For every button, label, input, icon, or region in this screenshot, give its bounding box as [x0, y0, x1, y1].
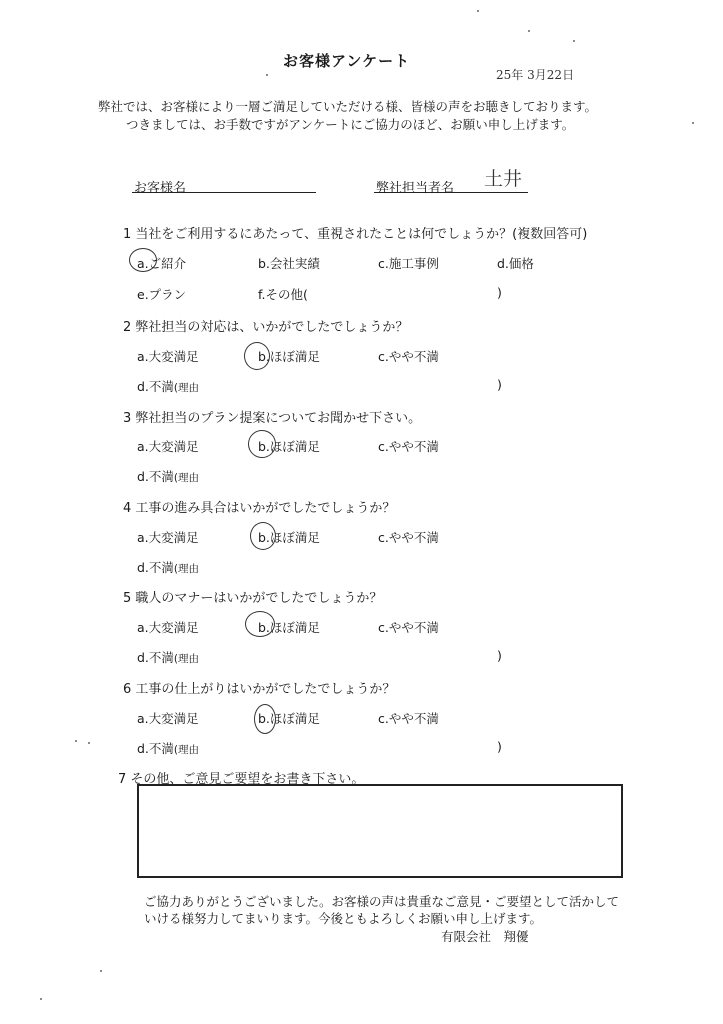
scan-speck [528, 30, 530, 32]
q6-close-paren: ) [497, 739, 502, 754]
q2-option-d[interactable] [137, 377, 199, 395]
comments-box[interactable] [137, 784, 623, 878]
q5-option-d-label: d.不満 [137, 650, 174, 665]
q1-selected-mark [129, 248, 157, 272]
q2-option-d-label: d.不満 [137, 379, 174, 394]
closing-line-1: ご協力ありがとうございました。お客様の声は貴重なご意見・ご要望として活かして [144, 894, 620, 909]
scan-speck [692, 122, 694, 124]
q5-option-c[interactable]: c.やや不満 [378, 620, 439, 635]
date-month: 3 [527, 68, 535, 82]
q3-option-b[interactable]: b.ほぼ満足 [258, 439, 320, 454]
q1-option-a[interactable]: a.ご紹介 [137, 256, 187, 271]
customer-name-underline [132, 192, 316, 193]
scan-speck [266, 74, 268, 76]
q3-option-d-label: d.不満 [137, 469, 174, 484]
intro-line-1: 弊社では、お客様により一層ご満足していただける様、皆様の声をお聴きしております。 [98, 99, 598, 114]
q4-option-c[interactable]: c.やや不満 [378, 530, 439, 545]
q1-option-d[interactable]: d.価格 [497, 256, 534, 271]
q1-option-c[interactable]: c.施工事例 [378, 256, 439, 271]
closing-line-2: いける様努力してまいります。今後ともよろしくお願い申し上げます。 [144, 911, 543, 926]
q5-option-d[interactable] [137, 648, 199, 666]
q5-close-paren: ) [497, 648, 502, 663]
date-day: 22 [546, 68, 563, 82]
q5-option-a[interactable]: a.大変満足 [137, 620, 199, 635]
q6-option-d-label: d.不満 [137, 741, 174, 756]
q4-option-b[interactable]: b.ほぼ満足 [258, 530, 320, 545]
date-month-unit: 月 [534, 68, 547, 82]
question-2: 2 弊社担当の対応は、いかがでしたでしょうか？ [123, 320, 409, 335]
date-year: 25 [496, 68, 512, 82]
q6-option-b[interactable]: b.ほぼ満足 [258, 711, 320, 726]
q5-option-b[interactable]: b.ほぼ満足 [258, 620, 320, 635]
staff-name-label: 弊社担当者名 [376, 181, 455, 196]
scan-speck [100, 970, 102, 972]
scan-speck [573, 40, 575, 42]
q2-reason-label: (理由 [173, 382, 200, 394]
q3-option-d[interactable] [137, 467, 199, 485]
q6-reason-label: (理由 [173, 744, 200, 756]
q2-option-b[interactable]: b.ほぼ満足 [258, 349, 320, 364]
q6-option-a[interactable]: a.大変満足 [137, 711, 199, 726]
q3-selected-mark [248, 430, 276, 458]
q3-reason-label: (理由 [173, 472, 200, 484]
survey-date [496, 66, 574, 83]
q6-option-d[interactable] [137, 739, 199, 757]
q1-option-f[interactable]: f.その他( [258, 287, 308, 302]
customer-name-label: お客様名 [134, 181, 187, 196]
question-3: 3 弊社担当のプラン提案についてお聞かせ下さい。 [123, 411, 422, 426]
comments-text [139, 786, 621, 798]
intro-line-2: つきましては、お手数ですがアンケートにご協力のほど、お願い申し上げます。 [126, 117, 575, 132]
question-7: 7 その他、ご意見ご要望をお書き下さい。 [118, 772, 365, 787]
staff-name-underline [374, 192, 528, 193]
scan-speck [75, 740, 77, 742]
staff-name-value[interactable]: 土井 [484, 168, 523, 190]
question-6: 6 工事の仕上がりはいかがでしたでしょうか？ [123, 682, 396, 697]
q5-reason-label: (理由 [173, 653, 200, 665]
q6-option-c[interactable]: c.やや不満 [378, 711, 439, 726]
company-name: 有限会社 翔優 [441, 929, 529, 944]
q4-option-d-label: d.不満 [137, 560, 174, 575]
q5-selected-mark [245, 611, 275, 637]
q6-selected-mark [254, 704, 276, 734]
question-1: 1 当社をご利用するにあたって、重視されたことは何でしょうか？(複数回答可) [123, 227, 588, 242]
q1-option-e[interactable]: e.プラン [137, 287, 187, 302]
date-day-unit: 日 [562, 68, 575, 82]
q4-option-a[interactable]: a.大変満足 [137, 530, 199, 545]
scan-speck [477, 10, 479, 12]
scan-speck [40, 998, 42, 1000]
q3-option-c[interactable]: c.やや不満 [378, 439, 439, 454]
q2-selected-mark [244, 342, 270, 370]
q2-option-a[interactable]: a.大変満足 [137, 349, 199, 364]
question-5: 5 職人のマナーはいかがでしたでしょうか？ [123, 591, 383, 606]
q4-option-d[interactable] [137, 558, 199, 576]
date-year-unit: 年 [511, 68, 524, 82]
scan-speck [88, 742, 90, 744]
q2-close-paren: ) [497, 377, 502, 392]
q2-option-c[interactable]: c.やや不満 [378, 349, 439, 364]
q4-selected-mark [250, 522, 276, 550]
question-4: 4 工事の進み具合はいかがでしたでしょうか？ [123, 501, 396, 516]
survey-title: お客様アンケート [283, 52, 411, 70]
q4-reason-label: (理由 [173, 563, 200, 575]
q1-option-b[interactable]: b.会社実績 [258, 256, 320, 271]
q3-option-a[interactable]: a.大変満足 [137, 439, 199, 454]
q1-close-paren: ) [497, 285, 502, 300]
